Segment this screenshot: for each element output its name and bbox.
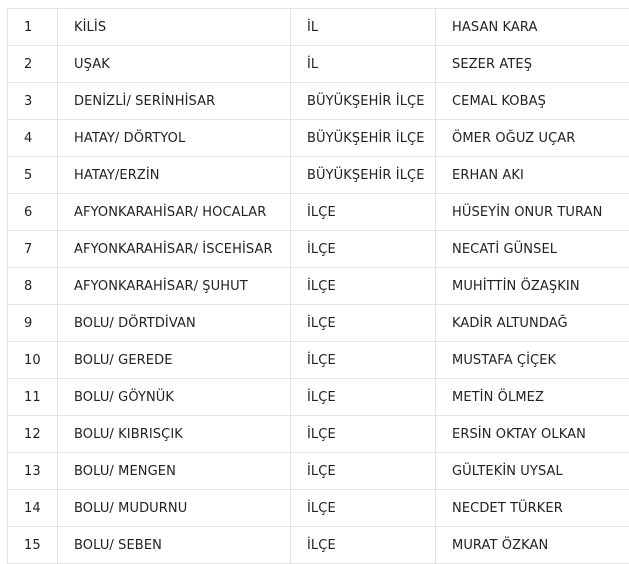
row-number-cell: 4 xyxy=(8,120,58,157)
table-body xyxy=(8,9,629,564)
table-row xyxy=(8,490,629,527)
row-number-cell: 12 xyxy=(8,416,58,453)
person-name-cell: METİN ÖLMEZ xyxy=(436,379,629,416)
location-cell: HATAY/ DÖRTYOL xyxy=(58,120,291,157)
municipality-type-cell: İLÇE xyxy=(291,379,436,416)
location-cell: BOLU/ GÖYNÜK xyxy=(58,379,291,416)
row-number-cell: 8 xyxy=(8,268,58,305)
municipality-type-cell: BÜYÜKŞEHİR İLÇE xyxy=(291,120,436,157)
table-row xyxy=(8,120,629,157)
row-number-cell: 10 xyxy=(8,342,58,379)
location-cell: AFYONKARAHİSAR/ ŞUHUT xyxy=(58,268,291,305)
person-name-cell: CEMAL KOBAŞ xyxy=(436,83,629,120)
municipality-type-cell: BÜYÜKŞEHİR İLÇE xyxy=(291,157,436,194)
location-cell: BOLU/ KIBRISÇIK xyxy=(58,416,291,453)
table-row xyxy=(8,342,629,379)
table-row xyxy=(8,231,629,268)
person-name-cell: HÜSEYİN ONUR TURAN xyxy=(436,194,629,231)
person-name-cell: KADİR ALTUNDAĞ xyxy=(436,305,629,342)
person-name-cell: SEZER ATEŞ xyxy=(436,46,629,83)
table-row xyxy=(8,305,629,342)
municipality-type-cell: İLÇE xyxy=(291,231,436,268)
table-row xyxy=(8,527,629,564)
row-number-cell: 15 xyxy=(8,527,58,564)
location-cell: HATAY/ERZİN xyxy=(58,157,291,194)
table-row xyxy=(8,9,629,46)
location-cell: BOLU/ GEREDE xyxy=(58,342,291,379)
row-number-cell: 13 xyxy=(8,453,58,490)
table-row xyxy=(8,268,629,305)
location-cell: BOLU/ SEBEN xyxy=(58,527,291,564)
row-number-cell: 3 xyxy=(8,83,58,120)
table-row xyxy=(8,416,629,453)
table-row xyxy=(8,83,629,120)
location-cell: UŞAK xyxy=(58,46,291,83)
municipality-type-cell: İLÇE xyxy=(291,194,436,231)
municipality-type-cell: İLÇE xyxy=(291,453,436,490)
row-number-cell: 11 xyxy=(8,379,58,416)
row-number-cell: 14 xyxy=(8,490,58,527)
person-name-cell: ERHAN AKI xyxy=(436,157,629,194)
person-name-cell: ERSİN OKTAY OLKAN xyxy=(436,416,629,453)
municipality-type-cell: İL xyxy=(291,9,436,46)
person-name-cell: MUSTAFA ÇİÇEK xyxy=(436,342,629,379)
person-name-cell: NECDET TÜRKER xyxy=(436,490,629,527)
row-number-cell: 6 xyxy=(8,194,58,231)
municipality-type-cell: İL xyxy=(291,46,436,83)
results-table-container xyxy=(7,8,629,564)
person-name-cell: MUHİTTİN ÖZAŞKIN xyxy=(436,268,629,305)
person-name-cell: GÜLTEKİN UYSAL xyxy=(436,453,629,490)
location-cell: BOLU/ DÖRTDİVAN xyxy=(58,305,291,342)
municipality-type-cell: İLÇE xyxy=(291,527,436,564)
municipality-type-cell: İLÇE xyxy=(291,268,436,305)
person-name-cell: NECATİ GÜNSEL xyxy=(436,231,629,268)
row-number-cell: 7 xyxy=(8,231,58,268)
table-row xyxy=(8,46,629,83)
municipality-type-cell: İLÇE xyxy=(291,342,436,379)
person-name-cell: MURAT ÖZKAN xyxy=(436,527,629,564)
municipality-type-cell: İLÇE xyxy=(291,416,436,453)
location-cell: BOLU/ MENGEN xyxy=(58,453,291,490)
table-row xyxy=(8,379,629,416)
location-cell: AFYONKARAHİSAR/ HOCALAR xyxy=(58,194,291,231)
results-table xyxy=(7,8,629,564)
person-name-cell: ÖMER OĞUZ UÇAR xyxy=(436,120,629,157)
row-number-cell: 9 xyxy=(8,305,58,342)
person-name-cell: HASAN KARA xyxy=(436,9,629,46)
location-cell: AFYONKARAHİSAR/ İSCEHİSAR xyxy=(58,231,291,268)
municipality-type-cell: İLÇE xyxy=(291,490,436,527)
location-cell: BOLU/ MUDURNU xyxy=(58,490,291,527)
row-number-cell: 2 xyxy=(8,46,58,83)
location-cell: DENİZLİ/ SERİNHİSAR xyxy=(58,83,291,120)
location-cell: KİLİS xyxy=(58,9,291,46)
table-row xyxy=(8,194,629,231)
table-row xyxy=(8,157,629,194)
row-number-cell: 1 xyxy=(8,9,58,46)
municipality-type-cell: BÜYÜKŞEHİR İLÇE xyxy=(291,83,436,120)
row-number-cell: 5 xyxy=(8,157,58,194)
municipality-type-cell: İLÇE xyxy=(291,305,436,342)
table-row xyxy=(8,453,629,490)
